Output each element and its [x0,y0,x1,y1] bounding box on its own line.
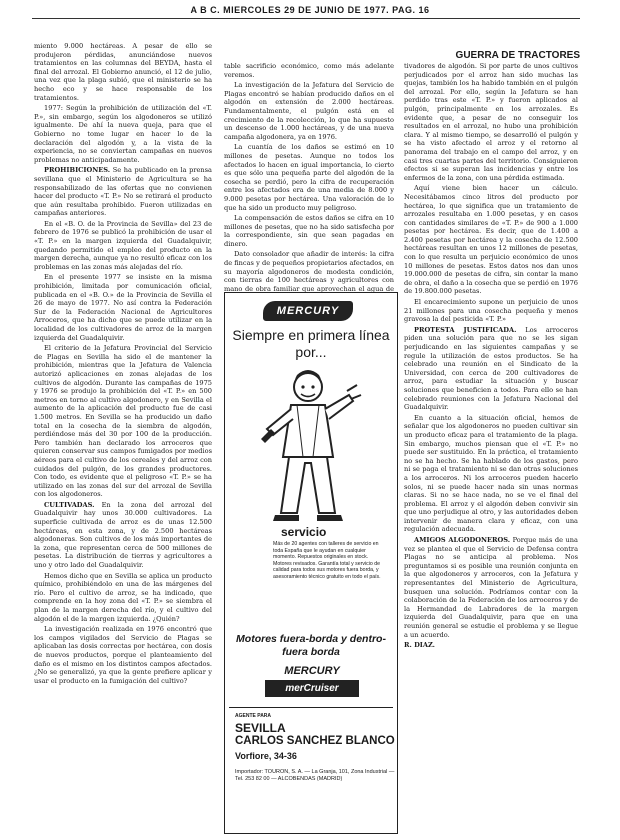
paragraph: 1977: Según la prohibición de utilización del «T. P.», sin embargo, según los algodoneros se utilizó igualmente. De ahí la nueva queja, para que el Gobierno no tome lugar en hacer lo de la declaración del algodón y, a la vista de la experiencia, no se conviertan campañas en nuevos problemas no anticipadamente. [34,104,212,164]
paragraph: En cuanto a la situación oficial, hemos de señalar que los algodoneros no pueden cultivar sin un producto eficaz para el tratamiento de la plaga. Sin embargo, muchos piensan que el «T. P.» no puede ser sustituido. En la práctica, el tratamiento no se ha hecho. Se ha hablado de los gastos, pero ni se paga el tratamiento ni se dan otras soluciones a los arroceros. Ni los arroceros pueden hacerlo solos, ni se puede hacer nada sin unas normas claras. Si no se hace nada, no se ve el final del problema. El arroz y el algodón deben convivir sin que uno perjudique al otro, y las autoridades deben intervenir de manera clara y eficaz, con una regulación adecuada. [404,413,578,534]
paragraph-text: En la zona del arrozal del Guadalquivir hay unos 30.000 cultivadores. La superficie cultivada de arroz es de unas 12.500 hectáreas, en esta zona, y de 2.500 hectáreas algodoneras. Son cultivos de los más importantes de la zona, que representan cerca de 500 millones de pesetas. La distribución de tierras y agricultores a uno y otro lado del Guadalquivir. [34,500,212,570]
ad-tagline: Motores fuera-borda y dentro-fuera borda [236,633,386,658]
section-subhead: PROTESTA JUSTIFICADA. [414,325,517,334]
paragraph: table sacrificio económico, como más adelante veremos. [224,62,394,79]
paragraph: El criterio de la Jefatura Provincial del Servicio de Plagas en Sevilla ha sido el de mantener la prohibición, mientras que la Jefatura de Valencia autorizó aplicaciones en zonas alejadas de los cultivos de algodón. Durante las campañas de 1975 y 1976 se produjo la prohibición del «T. P.» en 500 metros en torno al cultivo algodonero, y en Sevilla el aumento de la aplicación del producto fue de casi 1.500 metros. En Sevilla se ha producido un daño total en la cosecha de la siembra de algodón, perdiéndose más del 30 por 100 de la producción. Pero también han declarado los arroceros que quieren conservar sus campos fumigados por medios aéreos para el cultivo de los cereales y del arroz con cuidados del pulgón, de los grandes productores. Con todo, es evidente que el peligroso «T. P.» se ha utilizado en las zonas del sur del arrozal de Sevilla con los algodoneros. [34,344,212,499]
column-right [404,62,578,832]
paragraph: La compensación de estos daños se cifra en 10 millones de pesetas, que no ha sido satisfecha por la correspondiente, sin que sean pagadas en dinero. [224,214,394,248]
author-signature: R. DIAZ. [404,641,435,650]
paragraph: Aquí viene bien hacer un cálculo. Necesitábamos cinco litros del producto por hectárea, lo que significa que un tratamiento de arrozales resultaba en 1.000 pesetas, y en casos con cantidades similares de «T. P.» de 900 a 1.000 pesetas por hectárea. Es decir, que de 1.400 a 2.400 pesetas por hectárea y la cosecha de 12.500 hectáreas resultan en unos 12 millones de pesetas, con lo que resulta un perjuicio económico de unos 10 millones de pesetas. Estos datos nos dan unos 19.000.000 de pesetas de cifra, sin contar la mano de obra, el daño a la cosecha que se perdió en 1976 de 19.800.000 pesetas. [404,184,578,296]
paragraph: tivadores de algodón. Si por parte de unos cultivos perjudicados por el arroz han sido muchas las quejas, también los ha habido también en el pulgón del arrozal. Por ello, según la Jefatura se han perdido tras este «T. P.» y fueron aplicados al pulgón, principalmente en los arrozales. Es evidente que, a pesar de no conseguir los resultados en el arrozal, no hubo una prohibición clara. Y al mismo tiempo, se desarrolló el pulgón y se ha visto afectado el arroz y el retorno al panorama del trabajo en el campo del arroz, y en casi tres cuartas partes del territorio. Consiguieron efectos si se superan las incidencias y entre los enfermos de la zona, con una pérdida estimada. [404,62,578,182]
ad-divider [229,707,393,708]
mechanic-illustration-icon [253,365,363,525]
mercury-logo: MERCURY [263,301,353,321]
column-middle [224,62,394,292]
column-left [34,42,212,832]
section-subhead: AMIGOS ALGODONEROS. [414,536,511,545]
section-subhead: CULTIVADAS. [44,500,95,509]
paragraph: La investigación realizada en 1976 encontró que los campos vigilados del Servicio de Plagas se aplicaban las dosis correctas por hectárea, con dosis de nuevos productos, porque el planteamiento del daño es el mismo en los distintos campos afectados. ¿No se generalizó, ya que la gente prefiere aplicar y usar el producto en la fumigación del cultivo? [34,625,212,685]
paragraph: La investigación de la Jefatura del Servicio de Plagas encontró se habían producido daños en el algodón en extensión de 2.000 hectáreas. Fundamentalmente, el pulgón está en el crecimiento de la recolección, lo que ha supuesto un descenso de 1.000 hectáreas, y de una nueva campaña algodonera, ya en 1976. [224,81,394,141]
mercury-advertisement [224,292,398,834]
paragraph: Hemos dicho que en Sevilla se aplica un producto químico, prohibiéndolo en una de las márgenes del río. Pero el cultivo de arroz, se ha indicado, que comprende en la hoy zona del «T. P.» se siembra el plan de la margen derecha del río, y el cultivo del algodón el de la margen izquierda. ¿Quién? [34,571,212,623]
ad-city: SEVILLA [235,721,286,735]
paragraph-text: Los arroceros piden una solución para que no se les sigan perjudicando en las siguientes campañas y se regule la utilización de estos productos. Se ha celebrado una reunión en el Sindicato de la Universidad, con cerca de 200 cultivadores de arroz, para estudiar la situación y buscar soluciones que beneficien a todos. Para ello se han celebrado reuniones con la Jefatura Nacional del Guadalquivir. [404,325,578,412]
header-rule [32,18,580,19]
paragraph-text: Se ha publicado en la prensa sevillana que el Ministerio de Agricultura se ha responsabilizado de las ofertas que no convienen hacer del producto «T. P.» No se retirará el producto que aún resultaba prohibido. Fueron utilizadas en campañas anteriores. [34,166,212,218]
ad-service-text: Más de 20 agentes con talleres de servicio en toda España que le ayudan en cualquier momento. Repuestos originales en stock. Motores revisados. Garantía total y servicio de calidad para todos sus motores fuera borda, y asesoramiento técnico gratuito en todo el país. [273,541,381,580]
article-title: GUERRA DE TRACTORES [455,50,580,61]
ad-dealer-address: Vorfiore, 34-36 [235,751,297,761]
paragraph-text: Porque más de una vez se plantea el que el Servicio de Defensa contra Plagas no se anticipa al problema. Nos preguntamos si es posible una reunión conjunta en la que algodoneros y arroceros, con la Jefatura y representantes del Ministerio de Agricultura, busquen una solución. Podríamos contar con la colaboración de la Federación de los arroceros y de la Hermandad de Labradores de la margen izquierda del Guadalquivir, para que en una reunión general se estudie el problema y se llegue a un acuerdo. [404,536,578,639]
paragraph: La cuantía de los daños se estimó en 10 millones de pesetas. Aunque no todos los afectados lo hacen en igual importancia, lo cierto es que sólo una pequeña parte del algodón de la cosecha se perdió, pero la cifra de recuperación entre los afectados era de una media de 8.000 y 9.000 pesetas por hectárea. Una valoración de lo que ha sido un producto muy peligroso. [224,143,394,212]
page-header: A B C. MIERCOLES 29 DE JUNIO DE 1977. PAG. 16 [190,5,430,15]
paragraph: El encarecimiento supone un perjuicio de unos 21 millones para una cosecha pequeña y menos gravosa la del pesticida «T. P.» [404,298,578,324]
paragraph: miento 9.000 hectáreas. A pesar de ello se produjeron pérdidas, anunciándose nuevos tratamientos en las columnas del BEYDA, hasta el final del arrozal. El Gobierno anunció, el 12 de julio, una vez que la plaga subió, que el ministerio se ha hecho eco y se hace responsable de los tratamientos. [34,42,212,102]
ad-service-title: servicio [281,525,327,539]
paragraph: En el presente 1977 se insiste en la misma prohibición, limitada por comunicación oficial, publicada en el «B. O.» de la Provincia de Sevilla el 26 de mayo de 1977. No así contra la Federación Sur de la Federación Nacional de Agricultores Arroceros, que ha dicho que se puede utilizar en la localidad de los cultivadores de arroz de la margen izquierda del Guadalquivir. [34,273,212,342]
ad-importer: Importador: TOURON, S. A. — La Granja, 101, Zona Industrial — Tel. 253 82 00 — ALCOBENDAS (MADRID) [235,769,395,782]
ad-brand-mercury: MERCURY [284,665,340,677]
ad-brand-mercruiser: merCruiser [265,680,359,697]
section-subhead: PROHIBICIONES. [44,166,111,175]
paragraph: Dato consolador que añadir de interés: la cifra de fincas y de pequeños propietarios afectados, en su mayoría algodoneros de modesta condición, con tierras de 100 hectáreas y agricultores con mano de obra familiar que aprovechan el agua de [224,250,394,292]
ad-slogan: Siempre en primera línea por... [232,327,390,360]
paragraph: En el «B. O. de la Provincia de Sevilla» del 23 de febrero de 1976 se publicó la prohibición de usar el «T. P.» en la margen izquierda del Guadalquivir, quedando permitido el empleo del producto en la margen derecha, aunque ya no resultó eficaz con los problemas en las zonas más alejadas del río. [34,219,212,271]
ad-agent-label: AGENTE PARA [235,713,272,719]
ad-dealer-name: CARLOS SANCHEZ BLANCO [235,735,395,747]
